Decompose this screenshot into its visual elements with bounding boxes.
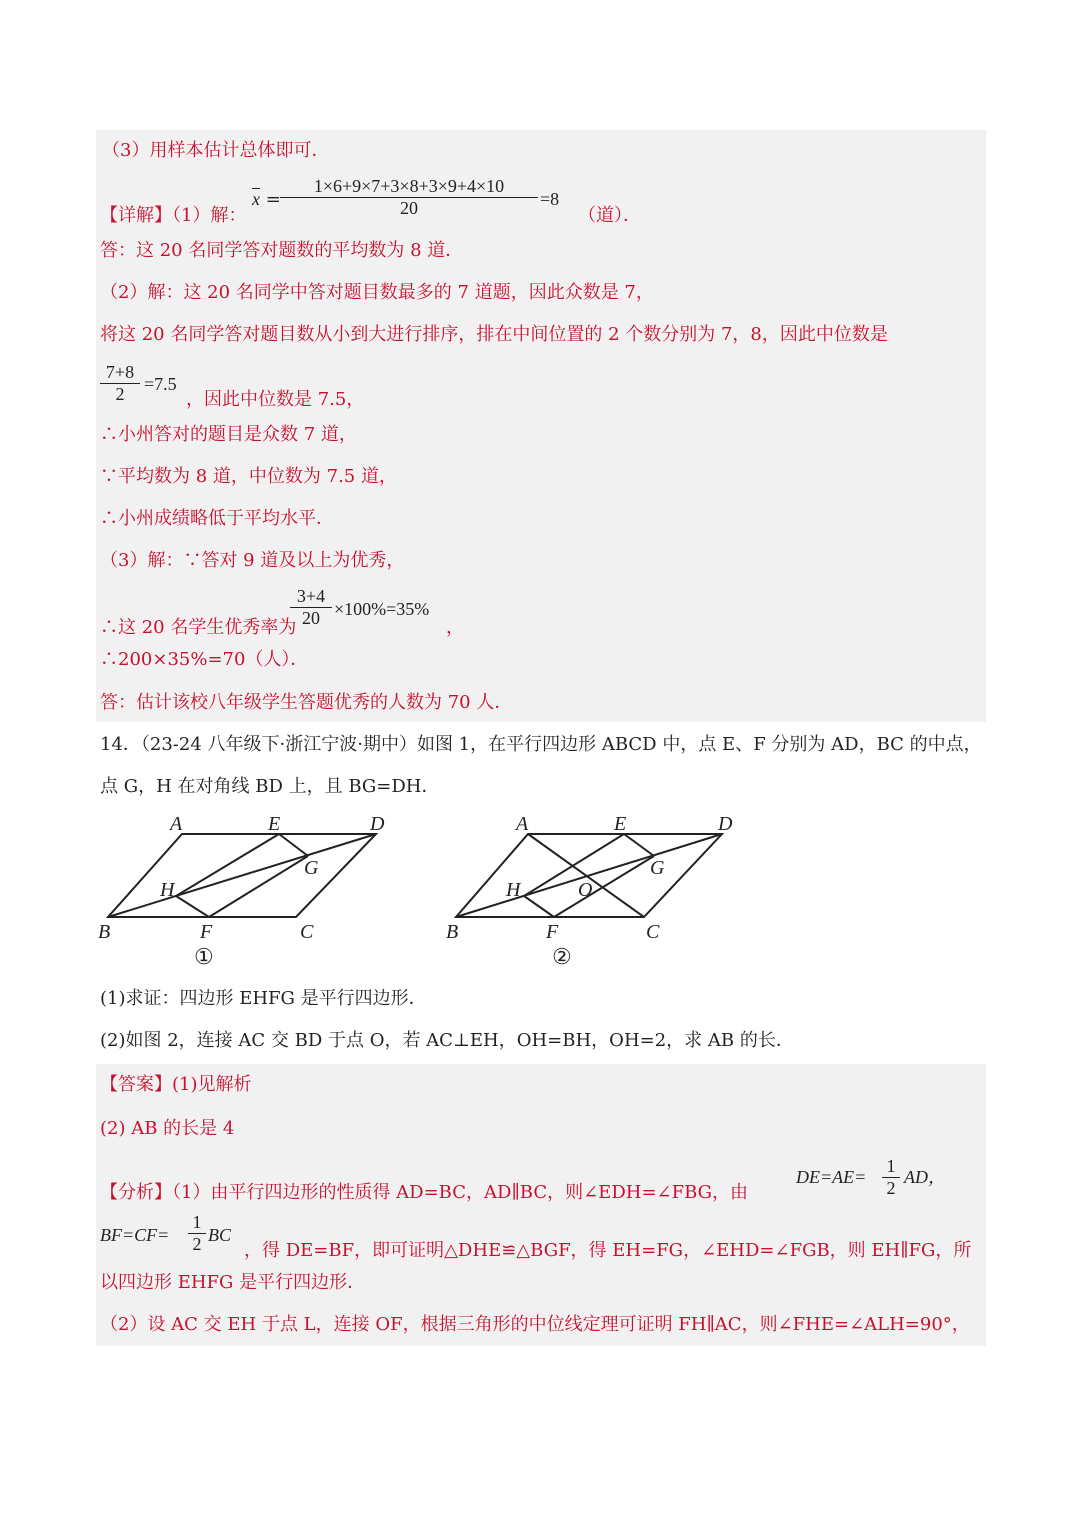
figure-1 [96, 812, 416, 972]
rate-prefix: ∴这 20 名学生优秀率为 [100, 617, 297, 638]
figure-2-lines [456, 834, 722, 917]
figure-1-lines [108, 834, 376, 917]
mean-fraction: $\frac{1\times 6+9\times 7+3\times 8+3\times 9+4\times 10}{20}$ [280, 176, 538, 219]
fig1-label-E: E [268, 813, 281, 835]
fig2-label-D: D [718, 813, 733, 835]
fig2-label-B: B [446, 921, 459, 943]
fig2-label-E: E [614, 813, 627, 835]
sub-question-2: (2)如图 2，连接 AC 交 BD 于点 O，若 AC⊥EH，OH=BH，OH=2，求 AB 的长． [100, 1030, 794, 1051]
analysis-line2: ，得 DE=BF，即可证明△DHE≌△BGF，得 EH=FG，∠EHD=∠FGB，则 EH∥FG，所 [244, 1240, 972, 1261]
ad-tail: AD， [904, 1167, 946, 1187]
bc-tail: BC [208, 1225, 232, 1245]
median-text: ，因此中位数是 7.5， [186, 389, 365, 410]
answer-3: 答：估计该校八年级学生答题优秀的人数为 70 人． [100, 692, 513, 713]
fig1-label-B: B [98, 921, 111, 943]
solution-intro: （3）用样本估计总体即可． [102, 140, 330, 161]
xbar-symbol: $\overline{x}$ = [252, 189, 281, 210]
therefore-2: ∴小州成绩略低于平均水平． [100, 508, 334, 529]
answer-label: 【答案】(1)见解析 [100, 1074, 252, 1095]
fig2-label-G: G [650, 857, 665, 879]
rate-comma: ， [446, 617, 464, 638]
bf-cf: BF=CF= [100, 1225, 170, 1245]
mean-unit: （道）． [578, 205, 641, 226]
fig1-label-A: A [170, 813, 183, 835]
fig1-label-C: C [300, 921, 314, 943]
answer-part2: (2) AB 的长是 4 [100, 1118, 235, 1139]
analysis-prefix: 【分析】（1）由平行四边形的性质得 AD=BC，AD∥BC，则∠EDH=∠FBG，由 [100, 1182, 749, 1203]
answer-box [96, 1064, 986, 1346]
question-line1: 14．（23-24 八年级下·浙江宁波·期中）如图 1，在平行四边形 ABCD 中，点 E、F 分别为 AD，BC 的中点， [100, 734, 982, 755]
fig1-caption: ① [194, 944, 214, 969]
fig1-label-F: F [200, 921, 213, 943]
fig1-label-H: H [160, 879, 175, 901]
half-fraction-1: $\frac{1}{2}$ [882, 1156, 900, 1199]
part2-line2: 将这 20 名同学答对题目数从小到大进行排序，排在中间位置的 2 个数分别为 7，8，因此中位数是 [100, 324, 888, 345]
de-ae: DE=AE= [796, 1167, 867, 1187]
fig2-label-O: O [578, 879, 593, 901]
analysis-part2: （2）设 AC 交 EH 于点 L，连接 OF，根据三角形的中位线定理可证明 FH∥AC，则∠FHE=∠ALH=90°， [100, 1314, 970, 1335]
calc-line: ∴200×35%=70（人）． [100, 649, 309, 670]
analysis-line3: 以四边形 EHFG 是平行四边形． [100, 1272, 366, 1293]
therefore-1: ∴小州答对的题目是众数 7 道， [100, 424, 357, 445]
sub-question-1: (1)求证：四边形 EHFG 是平行四边形． [100, 988, 427, 1009]
fig2-label-F: F [546, 921, 559, 943]
mean-result: =8 [540, 189, 560, 209]
fig1-label-D: D [370, 813, 385, 835]
fig2-label-C: C [646, 921, 660, 943]
median-fraction: $\frac{7+8}{2}$ [100, 362, 140, 405]
fig1-label-G: G [304, 857, 319, 879]
rate-fraction: $\frac{3+4}{20}$ [290, 586, 332, 629]
fig2-caption: ② [552, 944, 572, 969]
median-result: =7.5 [144, 374, 177, 394]
answer-1: 答：这 20 名同学答对题数的平均数为 8 道． [100, 240, 464, 261]
rate-rest: ×100%=35% [334, 599, 430, 619]
half-fraction-2: $\frac{1}{2}$ [188, 1212, 206, 1255]
question-line2: 点 G，H 在对角线 BD 上，且 BG=DH． [100, 776, 440, 797]
fig2-label-A: A [516, 813, 529, 835]
figure-2 [444, 812, 764, 972]
because-1: ∵平均数为 8 道，中位数为 7.5 道， [100, 466, 397, 487]
fig2-label-H: H [506, 879, 521, 901]
detail-label: 【详解】（1）解： [100, 205, 247, 226]
part3-line1: （3）解：∵答对 9 道及以上为优秀， [100, 550, 405, 571]
part2-line1: （2）解：这 20 名同学中答对题目数最多的 7 道题，因此众数是 7， [100, 282, 654, 303]
